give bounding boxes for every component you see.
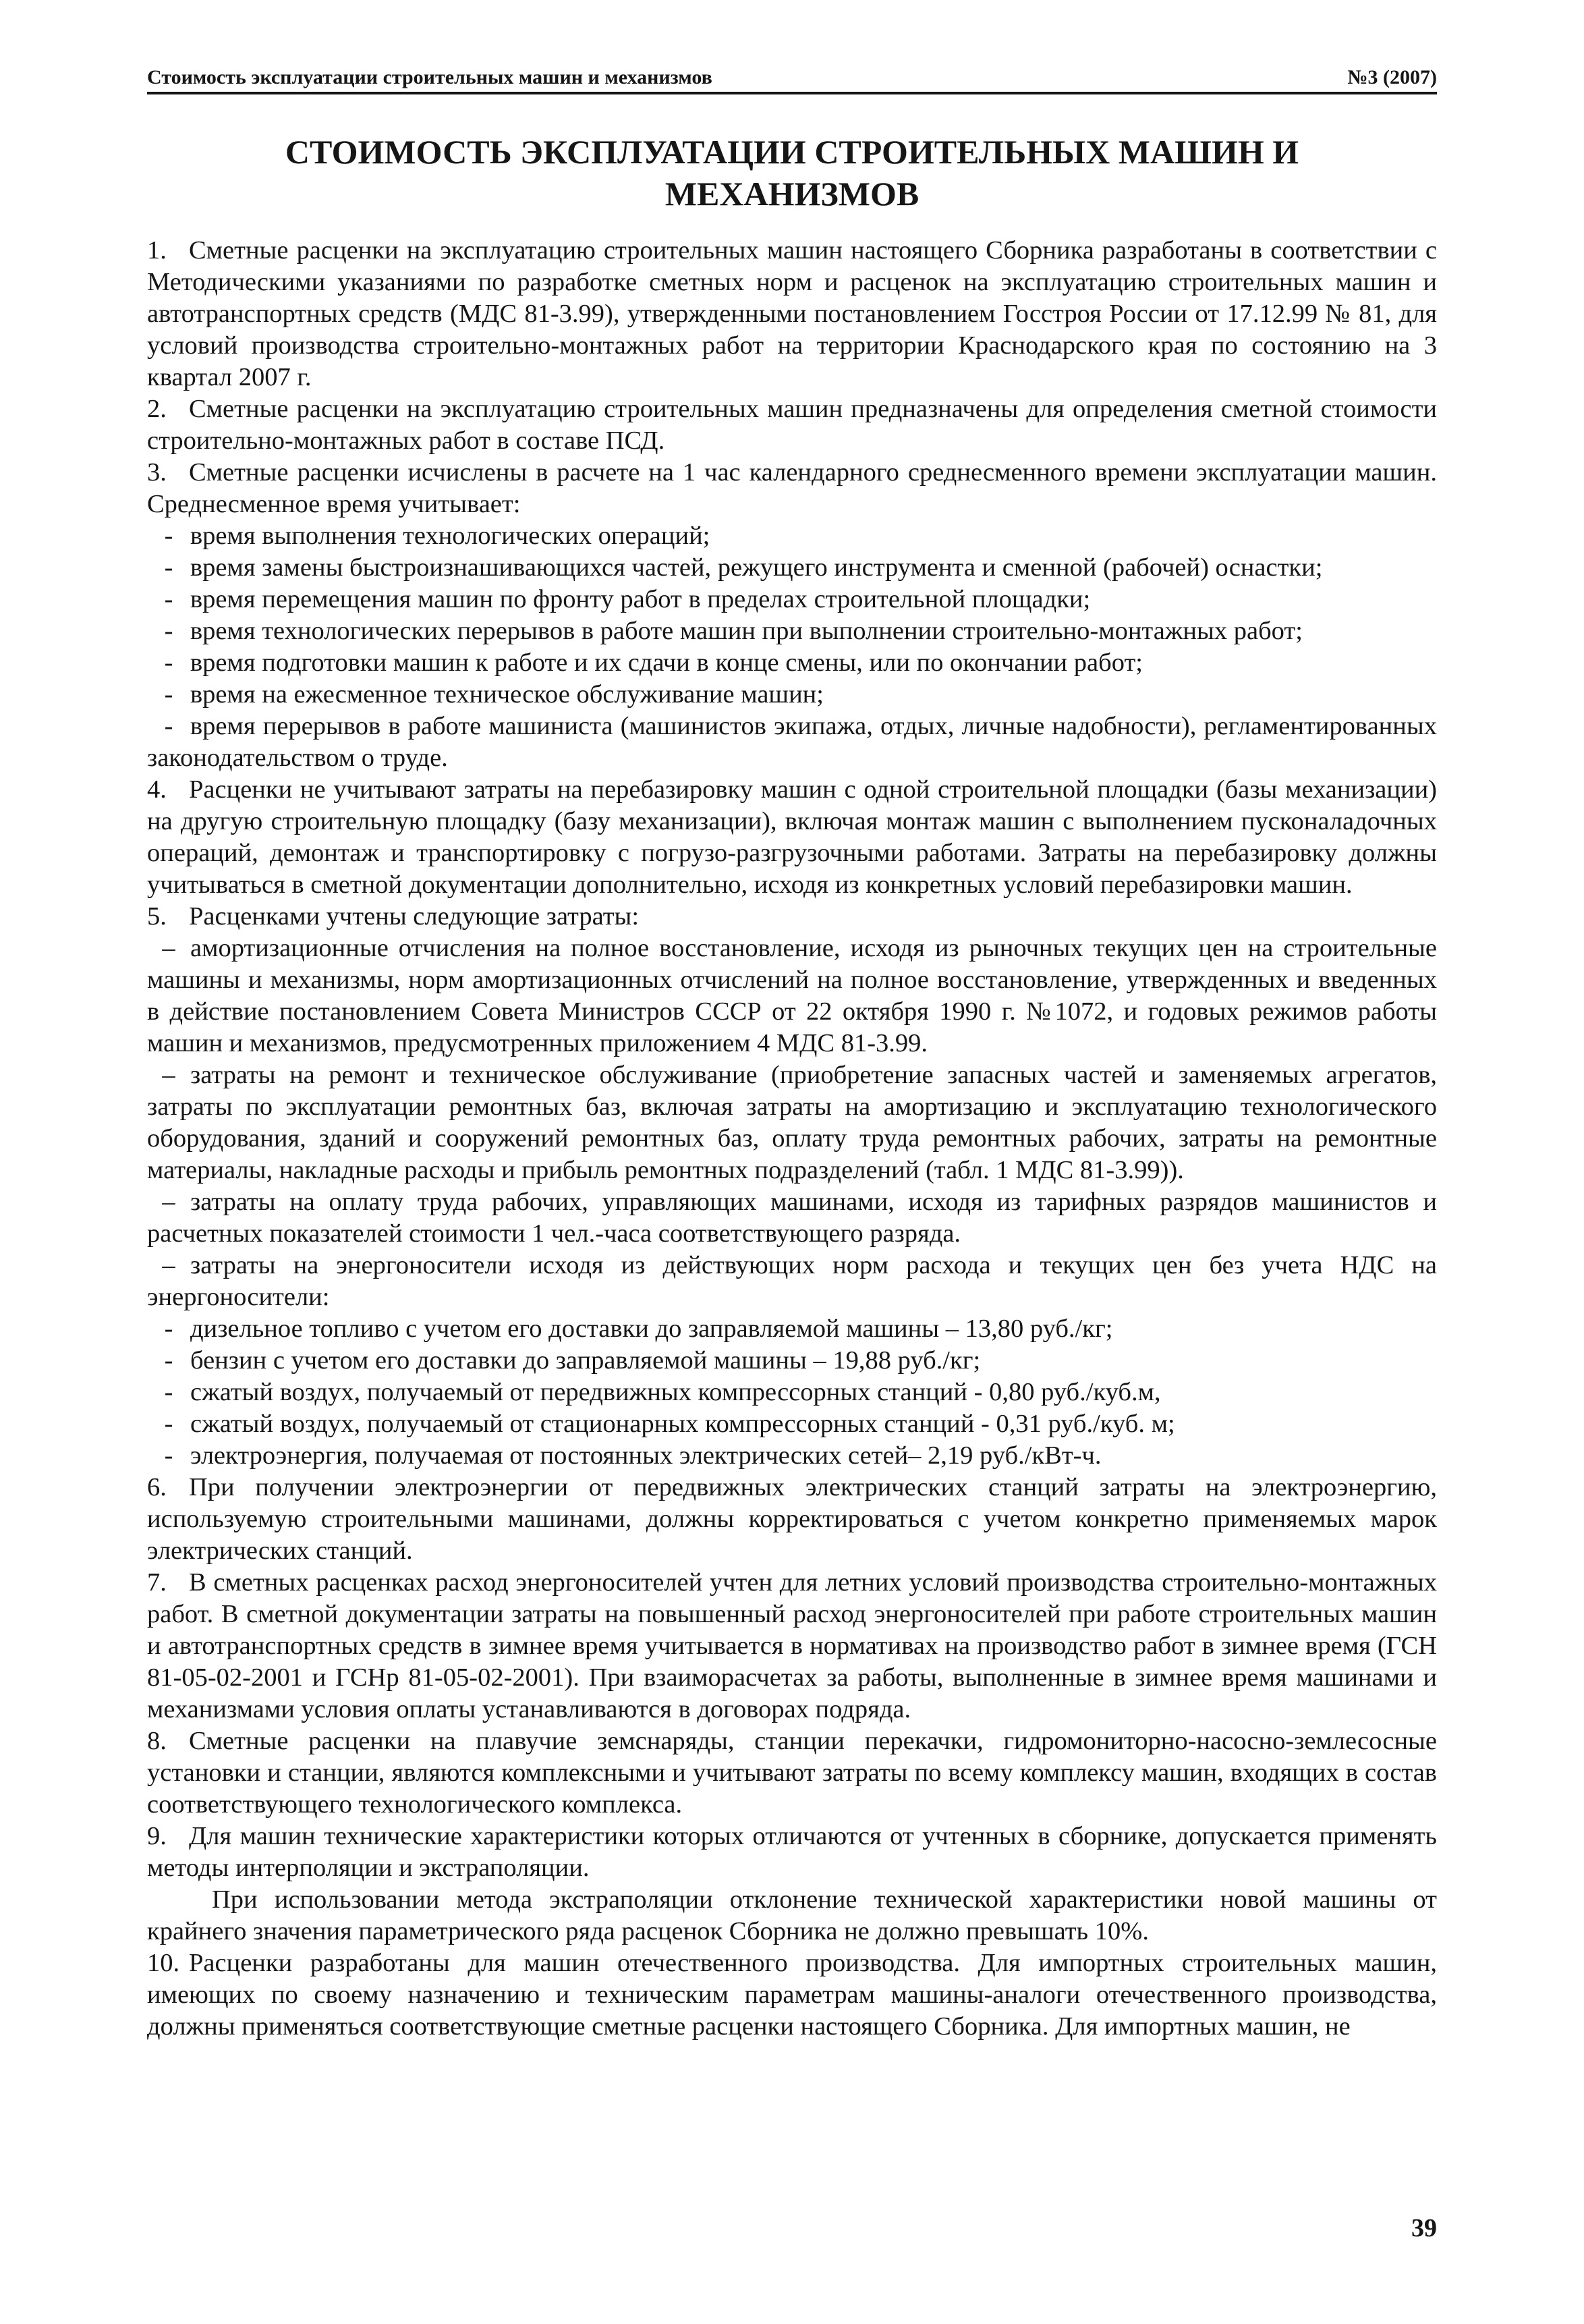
paragraph-number: 3. bbox=[147, 458, 167, 487]
bullet-dash: - bbox=[164, 648, 173, 677]
paragraph-number: 5. bbox=[147, 902, 167, 931]
list-item-text: сжатый воздух, получаемый от стационарных компрессорных станций - 0,31 руб./куб. м; bbox=[190, 1410, 1175, 1438]
list-item-text: время подготовки машин к работе и их сдачи в конце смены, или по окончании работ; bbox=[190, 648, 1143, 677]
list-item bbox=[147, 584, 1437, 615]
bullet-dash: – bbox=[162, 1061, 175, 1089]
paragraph-6 bbox=[147, 1472, 1437, 1567]
paragraph-7 bbox=[147, 1567, 1437, 1725]
list-item-text: время замены быстроизнашивающихся частей, режущего инструмента и сменной (рабочей) оснастки; bbox=[190, 553, 1323, 582]
energy-price-item bbox=[147, 1408, 1437, 1440]
list-item-text: бензин с учетом его доставки до заправляемой машины – 19,88 руб./кг; bbox=[190, 1346, 981, 1375]
energy-price-item bbox=[147, 1313, 1437, 1345]
paragraph-number: 10. bbox=[147, 1949, 180, 1977]
paragraph-text: Расценки не учитывают затраты на перебазировку машин с одной строительной площадки (базы механизации) на другую строительную площадку (базу механизации), включая монтаж машин с выполнением пусконаладочных операций, демонтаж и транспортировку с погрузо-разгрузочными работами. Затраты на перебазировку должны учитываться в сметной документации дополнительно, исходя из конкретных условий перебазировки машин. bbox=[147, 775, 1437, 899]
energy-price-item bbox=[147, 1440, 1437, 1472]
bullet-dash: - bbox=[164, 617, 173, 645]
cost-item-labor bbox=[147, 1186, 1437, 1250]
paragraph-text: Расценки разработаны для машин отечественного производства. Для импортных строительных машин, имеющих по своему назначению и техническим параметрам машины-аналоги отечественного производства, должны применяться соответствующие сметные расценки настоящего Сборника. Для импортных машин, не bbox=[147, 1949, 1437, 2041]
list-item-text: сжатый воздух, получаемый от передвижных компрессорных станций - 0,80 руб./куб.м, bbox=[190, 1378, 1161, 1406]
list-item-text: дизельное топливо с учетом его доставки до заправляемой машины – 13,80 руб./кг; bbox=[190, 1315, 1113, 1343]
document-body bbox=[147, 235, 1437, 2043]
paragraph-5 bbox=[147, 901, 1437, 933]
list-item-text: затраты на оплату труда рабочих, управляющих машинами, исходя из тарифных разрядов машинистов и расчетных показателей стоимости 1 чел.-часа соответствующего разряда. bbox=[147, 1188, 1437, 1248]
paragraph-text: Сметные расценки на эксплуатацию строительных машин предназначены для определения сметной стоимости строительно-монтажных работ в составе ПСД. bbox=[147, 395, 1437, 455]
paragraph-text: Для машин технические характеристики которых отличаются от учтенных в сборнике, допускается применять методы интерполяции и экстраполяции. bbox=[147, 1822, 1437, 1882]
bullet-dash: - bbox=[164, 680, 173, 709]
list-item bbox=[147, 615, 1437, 647]
list-item bbox=[147, 552, 1437, 584]
paragraph-text: Сметные расценки на эксплуатацию строительных машин настоящего Сборника разработаны в соответствии с Методическими указаниями по разработке сметных норм и расценок на эксплуатацию строительных машин и автотранспортных средств (МДС 81-3.99), утвержденными постановлением Госстроя России от 17.12.99 № 81, для условий производства строительно-монтажных работ на территории Краснодарского края по состоянию на 3 квартал 2007 г. bbox=[147, 236, 1437, 391]
bullet-dash: – bbox=[162, 1188, 175, 1216]
paragraph-4 bbox=[147, 774, 1437, 901]
paragraph-number: 9. bbox=[147, 1822, 167, 1850]
issue-number: №3 (2007) bbox=[1347, 66, 1437, 88]
page-title-line-2: МЕХАНИЗМОВ bbox=[664, 175, 920, 213]
paragraph-1 bbox=[147, 235, 1437, 393]
bullet-dash: - bbox=[164, 1441, 173, 1470]
paragraph-number: 1. bbox=[147, 236, 167, 265]
bullet-dash: - bbox=[164, 1378, 173, 1406]
list-item bbox=[147, 520, 1437, 552]
bullet-dash: - bbox=[164, 553, 173, 582]
paragraph-9-note: При использовании метода экстраполяции отклонение технической характеристики новой машины от крайнего значения параметрического ряда расценок Сборника не должно превышать 10%. bbox=[147, 1885, 1437, 1945]
list-item-text: время технологических перерывов в работе машин при выполнении строительно-монтажных работ; bbox=[190, 617, 1303, 645]
page-number: 39 bbox=[1411, 2214, 1437, 2242]
paragraph-8 bbox=[147, 1725, 1437, 1821]
paragraph-number: 2. bbox=[147, 395, 167, 423]
running-header bbox=[147, 65, 1437, 94]
cost-item-repair bbox=[147, 1059, 1437, 1186]
paragraph-text: При получении электроэнергии от передвижных электрических станций затраты на электроэнергию, используемую строительными машинами, должны корректироваться с учетом конкретно применяемых марок электрических станций. bbox=[147, 1473, 1437, 1565]
paragraph-number: 6. bbox=[147, 1473, 167, 1501]
bullet-dash: - bbox=[164, 585, 173, 613]
bullet-dash: - bbox=[164, 1410, 173, 1438]
cost-item-energy bbox=[147, 1250, 1437, 1313]
paragraph-text: Расценками учтены следующие затраты: bbox=[189, 902, 640, 931]
list-item-text: время перерывов в работе машиниста (машинистов экипажа, отдых, личные надобности), регламентированных законодательством о труде. bbox=[147, 712, 1437, 772]
list-item-text: время на ежесменное техническое обслуживание машин; bbox=[190, 680, 824, 709]
paragraph-10 bbox=[147, 1947, 1437, 2043]
running-header-title: Стоимость эксплуатации строительных машин и механизмов bbox=[147, 66, 712, 88]
list-item-text: амортизационные отчисления на полное восстановление, исходя из рыночных текущих цен на строительные машины и механизмы, норм амортизационных отчислений на полное восстановление, утвержденных и введенных в действие постановлением Совета Министров СССР от 22 октября 1990 г. №1072, и годовых режимов работы машин и механизмов, предусмотренных приложением 4 МДС 81-3.99. bbox=[147, 934, 1437, 1057]
bullet-dash: - bbox=[164, 1315, 173, 1343]
paragraph-number: 4. bbox=[147, 775, 167, 804]
list-item-text: время перемещения машин по фронту работ в пределах строительной площадки; bbox=[190, 585, 1091, 613]
list-item-text: электроэнергия, получаемая от постоянных электрических сетей– 2,19 руб./кВт-ч. bbox=[190, 1441, 1102, 1470]
paragraph-text: Сметные расценки на плавучие земснаряды, станции перекачки, гидромониторно-насосно-землесосные установки и станции, являются комплексными и учитывают затраты по всему комплексу машин, входящих в состав соответствующего технологического комплекса. bbox=[147, 1727, 1437, 1819]
cost-item-depreciation bbox=[147, 933, 1437, 1059]
energy-price-item bbox=[147, 1377, 1437, 1408]
energy-price-item bbox=[147, 1345, 1437, 1377]
bullet-dash: - bbox=[164, 712, 173, 740]
list-item bbox=[147, 679, 1437, 711]
paragraph-number: 8. bbox=[147, 1727, 167, 1755]
bullet-dash: - bbox=[164, 522, 173, 550]
paragraph-number: 7. bbox=[147, 1568, 167, 1597]
paragraph-3 bbox=[147, 457, 1437, 520]
bullet-dash: – bbox=[162, 934, 175, 962]
bullet-dash: - bbox=[164, 1346, 173, 1375]
list-item bbox=[147, 711, 1437, 774]
page-title bbox=[147, 131, 1437, 215]
list-item-text: время выполнения технологических операций; bbox=[190, 522, 710, 550]
page-title-line-1: СТОИМОСТЬ ЭКСПЛУАТАЦИИ СТРОИТЕЛЬНЫХ МАШИН И bbox=[285, 133, 1299, 171]
paragraph-9 bbox=[147, 1821, 1437, 1884]
bullet-dash: – bbox=[162, 1251, 175, 1279]
list-item-text: затраты на ремонт и техническое обслуживание (приобретение запасных частей и заменяемых агрегатов, затраты по эксплуатации ремонтных баз, включая затраты на амортизацию и эксплуатацию технологического оборудования, зданий и сооружений ремонтных баз, оплату труда ремонтных рабочих, затраты на ремонтные материалы, накладные расходы и прибыль ремонтных подразделений (табл. 1 МДС 81-3.99)). bbox=[147, 1061, 1437, 1184]
paragraph-text: В сметных расценках расход энергоносителей учтен для летних условий производства строительно-монтажных работ. В сметной документации затраты на повышенный расход энергоносителей при работе строительных машин и автотранспортных средств в зимнее время учитывается в нормативах на производство работ в зимнее время (ГСН 81-05-02-2001 и ГСНр 81-05-02-2001). При взаиморасчетах за работы, выполненные в зимнее время машинами и механизмами условия оплаты устанавливаются в договорах подряда. bbox=[147, 1568, 1437, 1723]
paragraph-2 bbox=[147, 393, 1437, 457]
list-item-text: затраты на энергоносители исходя из действующих норм расхода и текущих цен без учета НДС на энергоносители: bbox=[147, 1251, 1437, 1311]
list-item bbox=[147, 647, 1437, 679]
paragraph-text: Сметные расценки исчислены в расчете на 1 час календарного среднесменного времени эксплуатации машин. Среднесменное время учитывает: bbox=[147, 458, 1437, 518]
